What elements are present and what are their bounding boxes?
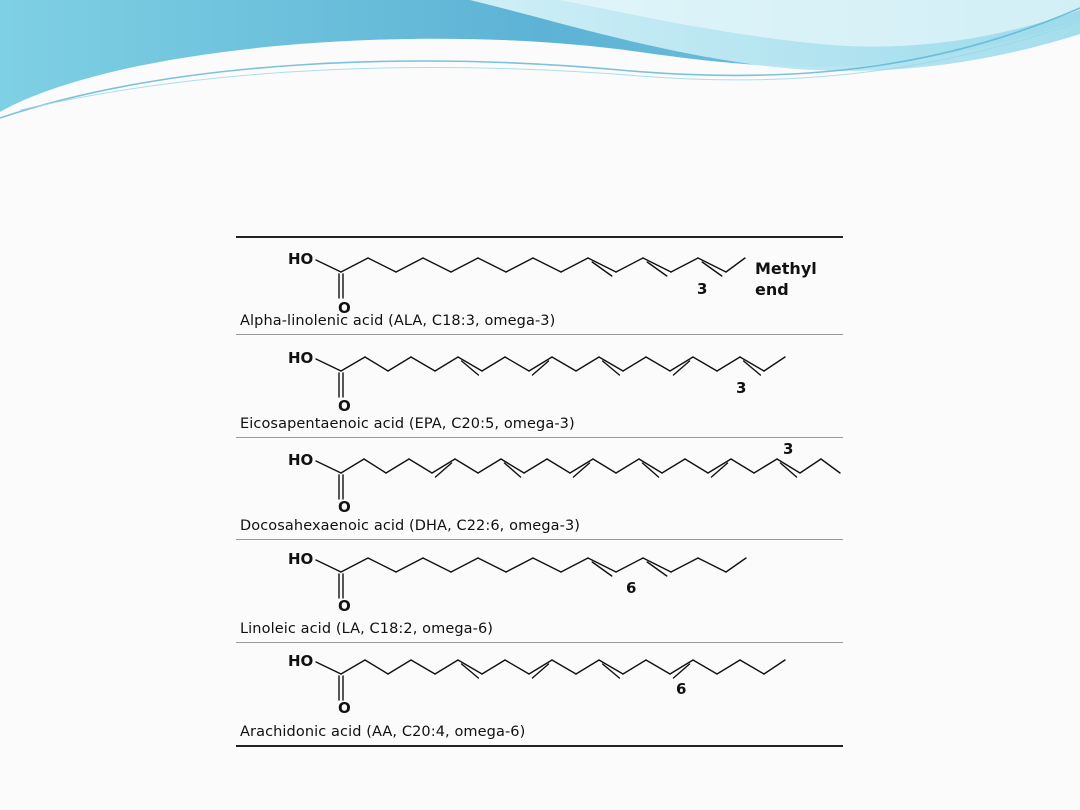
chain-bond — [533, 258, 561, 272]
chain-bond — [671, 558, 698, 572]
chain-bond — [588, 258, 616, 272]
chain-bond — [646, 357, 670, 371]
chain-bond — [764, 660, 785, 674]
chain-bond — [588, 558, 616, 572]
chain-bond — [717, 660, 740, 674]
omega-position-label: 6 — [676, 680, 687, 698]
chain-bond — [643, 558, 671, 572]
chain-bond — [533, 558, 561, 572]
chain-bond — [616, 459, 639, 473]
chain-bond — [685, 459, 708, 473]
chain-bond — [341, 558, 368, 572]
chain-bond — [671, 258, 698, 272]
hydroxyl-label: HO — [288, 550, 314, 568]
chain-bond — [576, 357, 599, 371]
chain-bond — [365, 660, 388, 674]
chain-bond — [411, 660, 435, 674]
chain-bond — [451, 558, 478, 572]
chain-bond — [388, 660, 411, 674]
omega-position-label: 3 — [697, 280, 708, 298]
chain-bond — [593, 459, 616, 473]
chain-bond — [693, 357, 717, 371]
carbonyl-oxygen-label: O — [338, 699, 351, 717]
la-molecule — [316, 558, 746, 598]
ala-molecule — [316, 258, 745, 298]
chain-bond — [341, 660, 365, 674]
hydroxyl-bond — [316, 662, 341, 674]
chain-bond — [386, 459, 409, 473]
dha-caption: Docosahexaenoic acid (DHA, C22:6, omega-3) — [240, 518, 581, 534]
dha-molecule — [316, 459, 840, 499]
chain-bond — [561, 258, 588, 272]
chain-bond — [341, 258, 368, 272]
chain-bond — [698, 558, 726, 572]
chain-bond — [726, 558, 746, 572]
carbonyl-oxygen-label: O — [338, 299, 351, 317]
chain-bond — [552, 357, 576, 371]
chain-bond — [731, 459, 754, 473]
fatty-acid-figure — [236, 236, 843, 747]
chain-bond — [365, 357, 388, 371]
epa-caption: Eicosapentaenoic acid (EPA, C20:5, omega-3) — [240, 416, 575, 432]
chain-bond — [341, 459, 364, 473]
hydroxyl-label: HO — [288, 349, 314, 367]
methyl-end-label — [755, 258, 817, 300]
chain-bond — [482, 660, 505, 674]
chain-bond — [800, 459, 821, 473]
chain-bond — [368, 258, 396, 272]
aa-caption: Arachidonic acid (AA, C20:4, omega-6) — [240, 724, 526, 740]
hydroxyl-bond — [316, 461, 341, 473]
chain-bond — [726, 258, 745, 272]
epa-molecule — [316, 357, 785, 397]
hydroxyl-label: HO — [288, 652, 314, 670]
chain-bond — [435, 357, 458, 371]
chain-bond — [740, 660, 764, 674]
chain-bond — [341, 357, 365, 371]
hydroxyl-bond — [316, 260, 341, 272]
chain-bond — [478, 459, 501, 473]
chain-bond — [576, 660, 599, 674]
chain-bond — [717, 357, 740, 371]
chain-bond — [623, 357, 646, 371]
chain-bond — [423, 558, 451, 572]
chain-bond — [411, 357, 435, 371]
chain-bond — [561, 558, 588, 572]
carbonyl-oxygen-label: O — [338, 597, 351, 615]
hydroxyl-label: HO — [288, 250, 314, 268]
hydroxyl-bond — [316, 359, 341, 371]
chain-bond — [643, 258, 671, 272]
chain-bond — [698, 258, 726, 272]
ala-caption: Alpha-linolenic acid (ALA, C18:3, omega-3) — [240, 313, 556, 329]
chain-bond — [506, 558, 533, 572]
chain-bond — [821, 459, 840, 473]
chain-bond — [506, 258, 533, 272]
chain-bond — [435, 660, 458, 674]
chain-bond — [552, 660, 576, 674]
chain-bond — [368, 558, 396, 572]
carbonyl-oxygen-label: O — [338, 498, 351, 516]
aa-molecule — [316, 660, 785, 700]
chain-bond — [505, 660, 529, 674]
chain-bond — [455, 459, 478, 473]
chain-bond — [364, 459, 386, 473]
chain-bond — [646, 660, 670, 674]
chain-bond — [754, 459, 777, 473]
methyl-end-line1: Methyl — [755, 259, 817, 278]
chain-bond — [693, 660, 717, 674]
methyl-end-line2: end — [755, 280, 789, 299]
omega-position-label: 3 — [736, 379, 747, 397]
chain-bond — [764, 357, 785, 371]
chain-bond — [478, 558, 506, 572]
chain-bond — [388, 357, 411, 371]
chain-bond — [409, 459, 432, 473]
hydroxyl-bond — [316, 560, 341, 572]
carbonyl-oxygen-label: O — [338, 397, 351, 415]
chain-bond — [396, 558, 423, 572]
chain-bond — [505, 357, 529, 371]
chain-bond — [616, 258, 643, 272]
chain-bond — [478, 258, 506, 272]
omega-position-label: 6 — [626, 579, 637, 597]
chain-bond — [524, 459, 547, 473]
chain-bond — [662, 459, 685, 473]
chain-bond — [547, 459, 570, 473]
chain-bond — [616, 558, 643, 572]
la-caption: Linoleic acid (LA, C18:2, omega-6) — [240, 621, 494, 637]
chain-bond — [623, 660, 646, 674]
chain-bond — [423, 258, 451, 272]
chain-bond — [396, 258, 423, 272]
hydroxyl-label: HO — [288, 451, 314, 469]
omega-position-label: 3 — [783, 440, 794, 458]
chain-bond — [482, 357, 505, 371]
chain-bond — [451, 258, 478, 272]
